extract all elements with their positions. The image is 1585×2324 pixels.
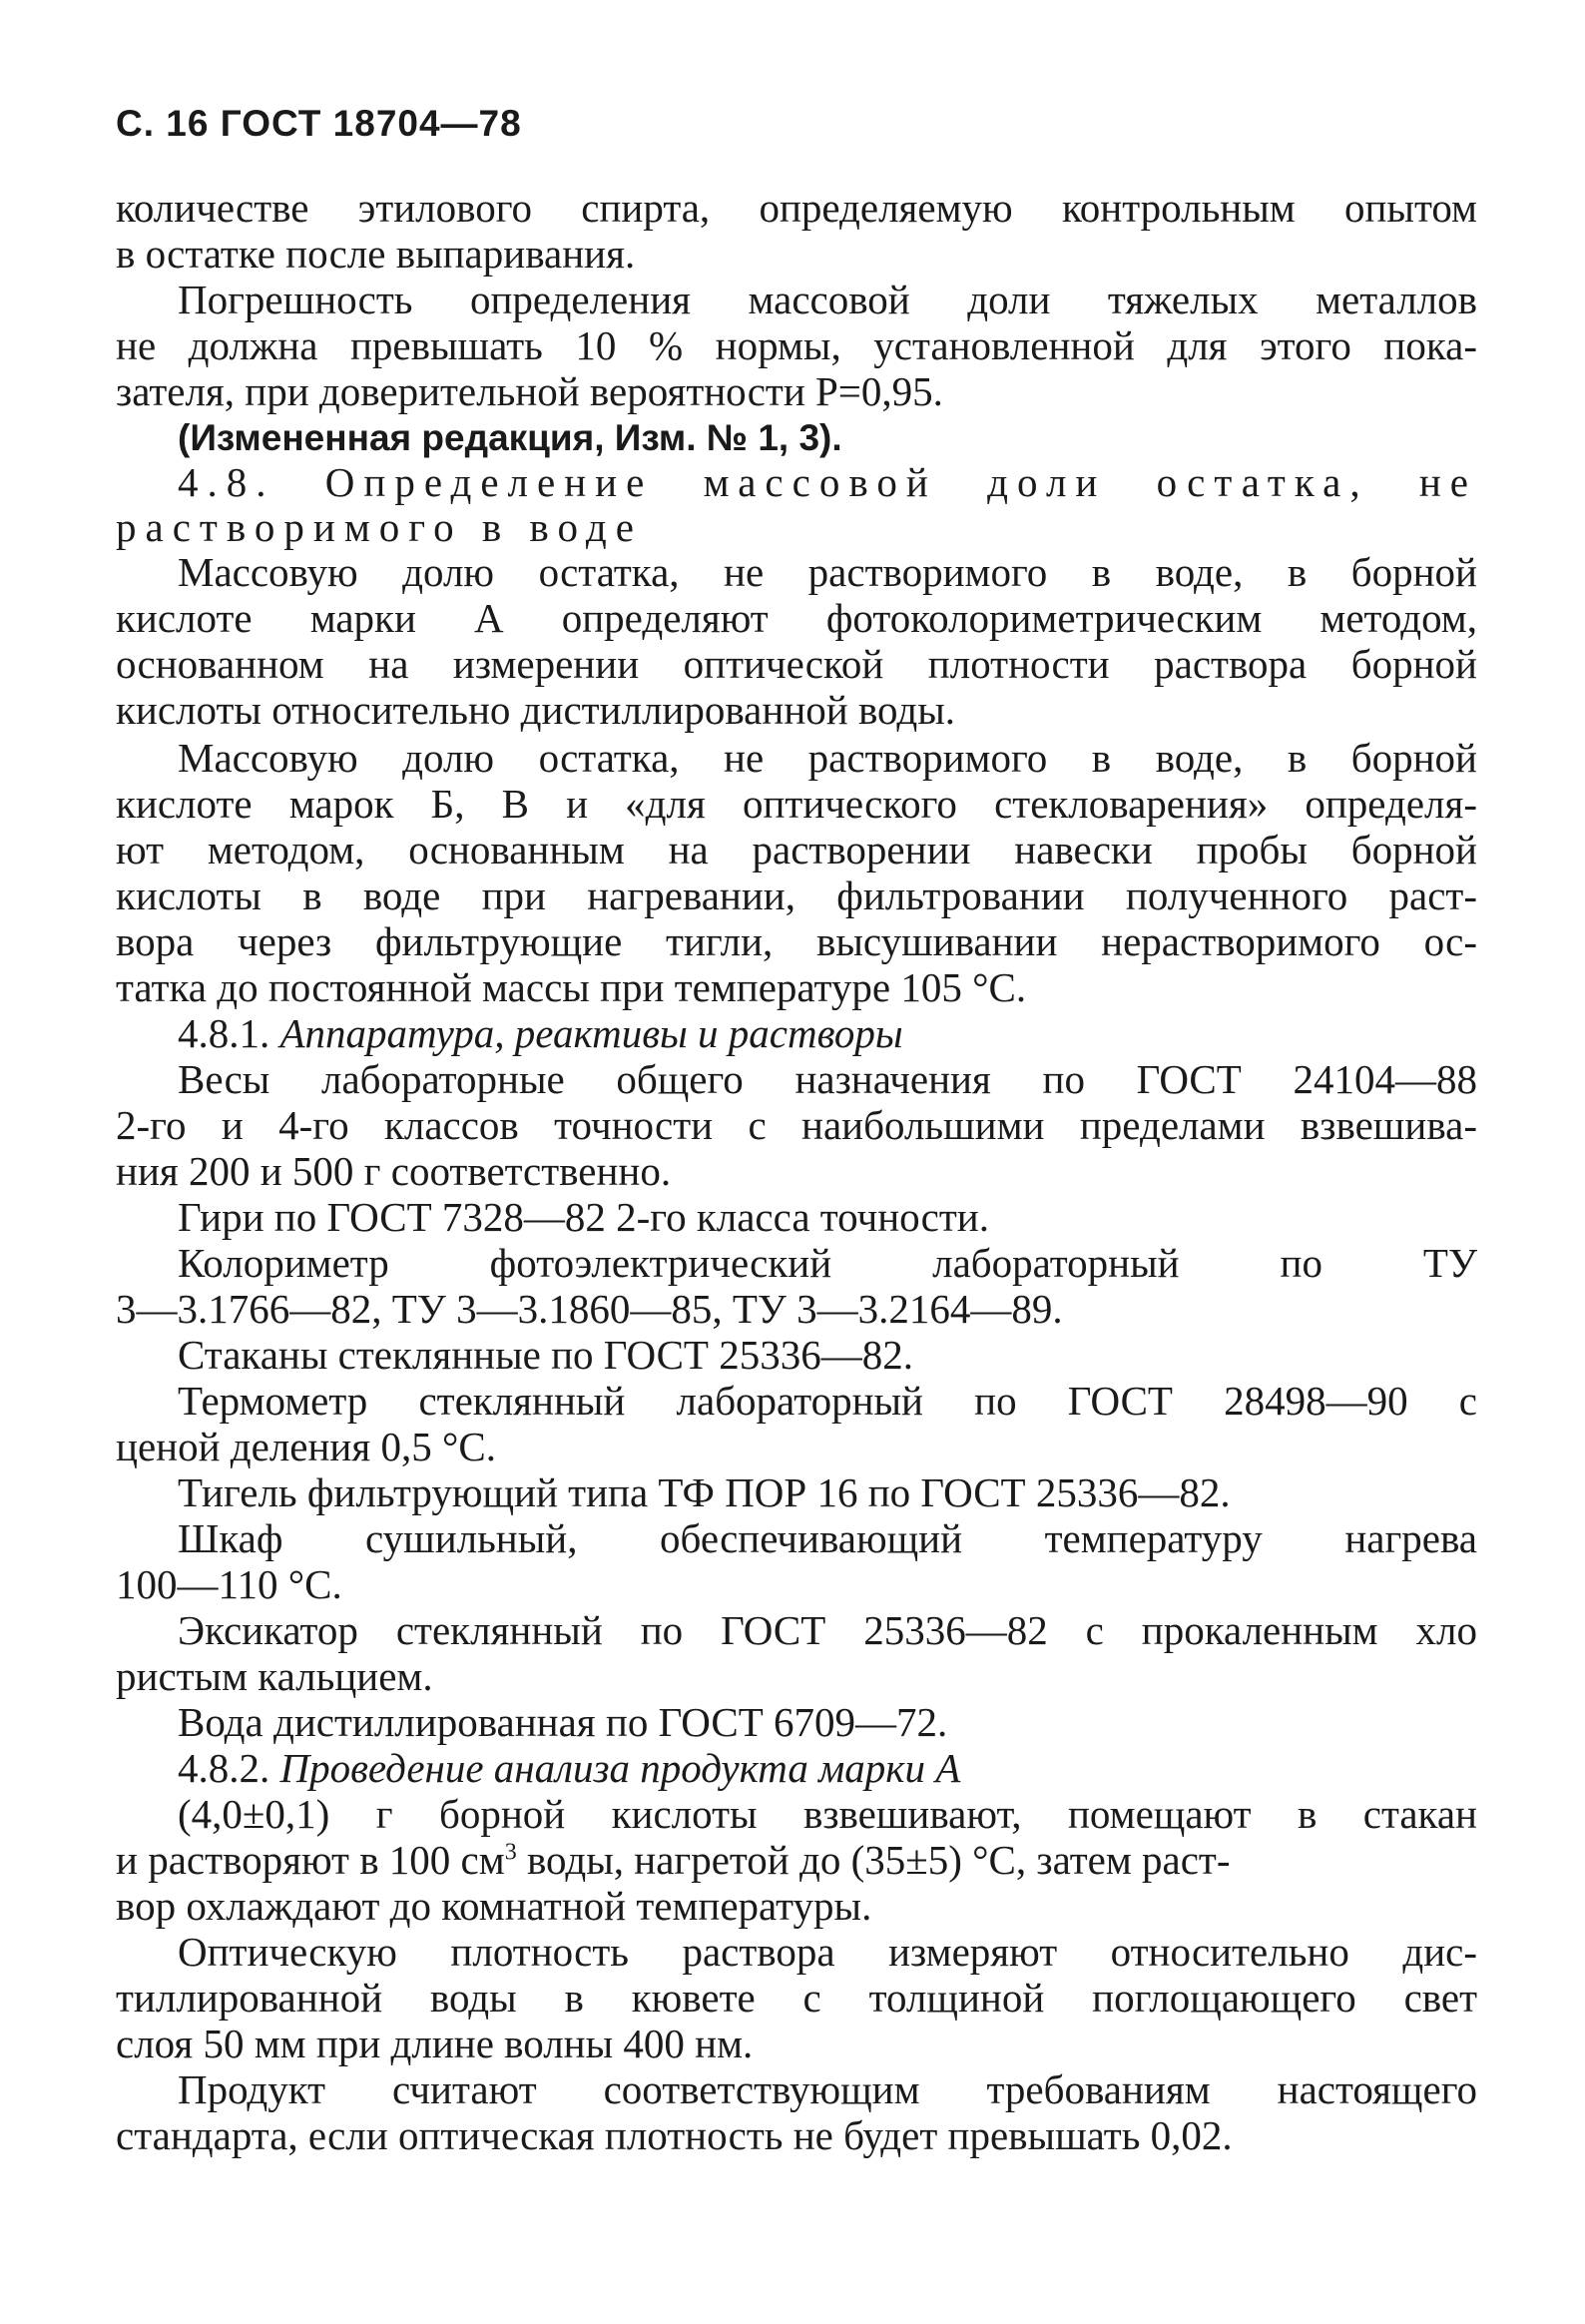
subsection-title: Проведение анализа продукта марки А [279, 1745, 961, 1791]
section-heading: растворимого в воде [116, 504, 643, 550]
text-line: ристым кальцием. [116, 1653, 433, 1699]
text-line: Шкаф сушильный, обеспечивающий температуру нагрева [178, 1515, 1477, 1561]
text-line: Стаканы стеклянные по ГОСТ 25336—82. [178, 1332, 913, 1378]
text-line: кислоте марки А определяют фотоколориметрическим методом, [116, 595, 1477, 641]
text-line: слоя 50 мм при длине волны 400 нм. [116, 2021, 754, 2066]
text-line: Термометр стеклянный лабораторный по ГОСТ 28498—90 с [178, 1378, 1477, 1424]
text-fragment: воды, нагретой до (35±5) °С, затем раст- [516, 1837, 1231, 1883]
text-line: (4,0±0,1) г борной кислоты взвешивают, помещают в стакан [178, 1791, 1477, 1837]
text-line: основанном на измерении оптической плотности раствора борной [116, 641, 1477, 687]
text-line: 100—110 °С. [116, 1561, 342, 1607]
text-line: количестве этилового спирта, определяемую контрольным опытом [116, 185, 1477, 231]
text-line: вор охлаждают до комнатной температуры. [116, 1883, 872, 1929]
subsection-title: Аппаратура, реактивы и растворы [279, 1010, 903, 1056]
amendment-note: (Измененная редакция, Изм. № 1, 3). [178, 417, 842, 458]
text-line: ценой деления 0,5 °С. [116, 1424, 496, 1469]
section-heading: 4.8. Определение массовой доли остатка, не [178, 459, 1477, 505]
subsection-heading [178, 1745, 960, 1791]
text-line: Массовую долю остатка, не растворимого в воде, в борной [178, 549, 1477, 595]
text-line: зателя, при доверительной вероятности Р=0,95. [116, 368, 943, 414]
text-line: татка до постоянной массы при температуре 105 °С. [116, 964, 1027, 1010]
text-line: кислоты в воде при нагревании, фильтровании полученного раст- [116, 872, 1477, 918]
text-line: Массовую долю остатка, не растворимого в воде, в борной [178, 735, 1477, 781]
text-line: ния 200 и 500 г соответственно. [116, 1148, 672, 1194]
text-line: Вода дистиллированная по ГОСТ 6709—72. [178, 1699, 948, 1745]
text-line: кислоты относительно дистиллированной воды. [116, 687, 956, 733]
text-line: тиллированной воды в кювете с толщиной поглощающего свет [116, 1975, 1477, 2021]
text-line: не должна превышать 10 % нормы, установленной для этого пока- [116, 322, 1477, 368]
text-line: ют методом, основанным на растворении навески пробы борной [116, 827, 1477, 872]
subsection-number: 4.8.1. [178, 1010, 270, 1056]
text-line: Колориметр фотоэлектрический лабораторный по ТУ [178, 1240, 1477, 1286]
text-line: Гири по ГОСТ 7328—82 2-го класса точности. [178, 1194, 989, 1240]
text-fragment: и растворяют в 100 см [116, 1837, 505, 1883]
text-line: Весы лабораторные общего назначения по ГОСТ 24104—88 [178, 1056, 1477, 1102]
text-line: в остатке после выпаривания. [116, 231, 636, 277]
superscript: 3 [504, 1839, 517, 1866]
text-line [116, 1837, 1477, 1883]
text-line: 3—3.1766—82, ТУ 3—3.1860—85, ТУ 3—3.2164—89. [116, 1286, 1063, 1332]
text-line: Погрешность определения массовой доли тяжелых металлов [178, 277, 1477, 322]
text-line: 2-го и 4-го классов точности с наибольшими пределами взвешива- [116, 1102, 1477, 1148]
page-header: С. 16 ГОСТ 18704—78 [116, 103, 522, 144]
text-line: кислоте марок Б, В и «для оптического стекловарения» определя- [116, 781, 1477, 827]
text-line: Эксикатор стеклянный по ГОСТ 25336—82 с прокаленным хло [178, 1607, 1477, 1653]
text-line: вора через фильтрующие тигли, высушивании нерастворимого ос- [116, 918, 1477, 964]
text-line: Тигель фильтрующий типа ТФ ПОР 16 по ГОСТ 25336—82. [178, 1469, 1231, 1515]
subsection-heading [178, 1010, 903, 1056]
subsection-number: 4.8.2. [178, 1745, 270, 1791]
text-line: Оптическую плотность раствора измеряют относительно дис- [178, 1929, 1477, 1975]
text-line: Продукт считают соответствующим требованиям настоящего [178, 2066, 1477, 2112]
text-line: стандарта, если оптическая плотность не будет превышать 0,02. [116, 2112, 1233, 2158]
